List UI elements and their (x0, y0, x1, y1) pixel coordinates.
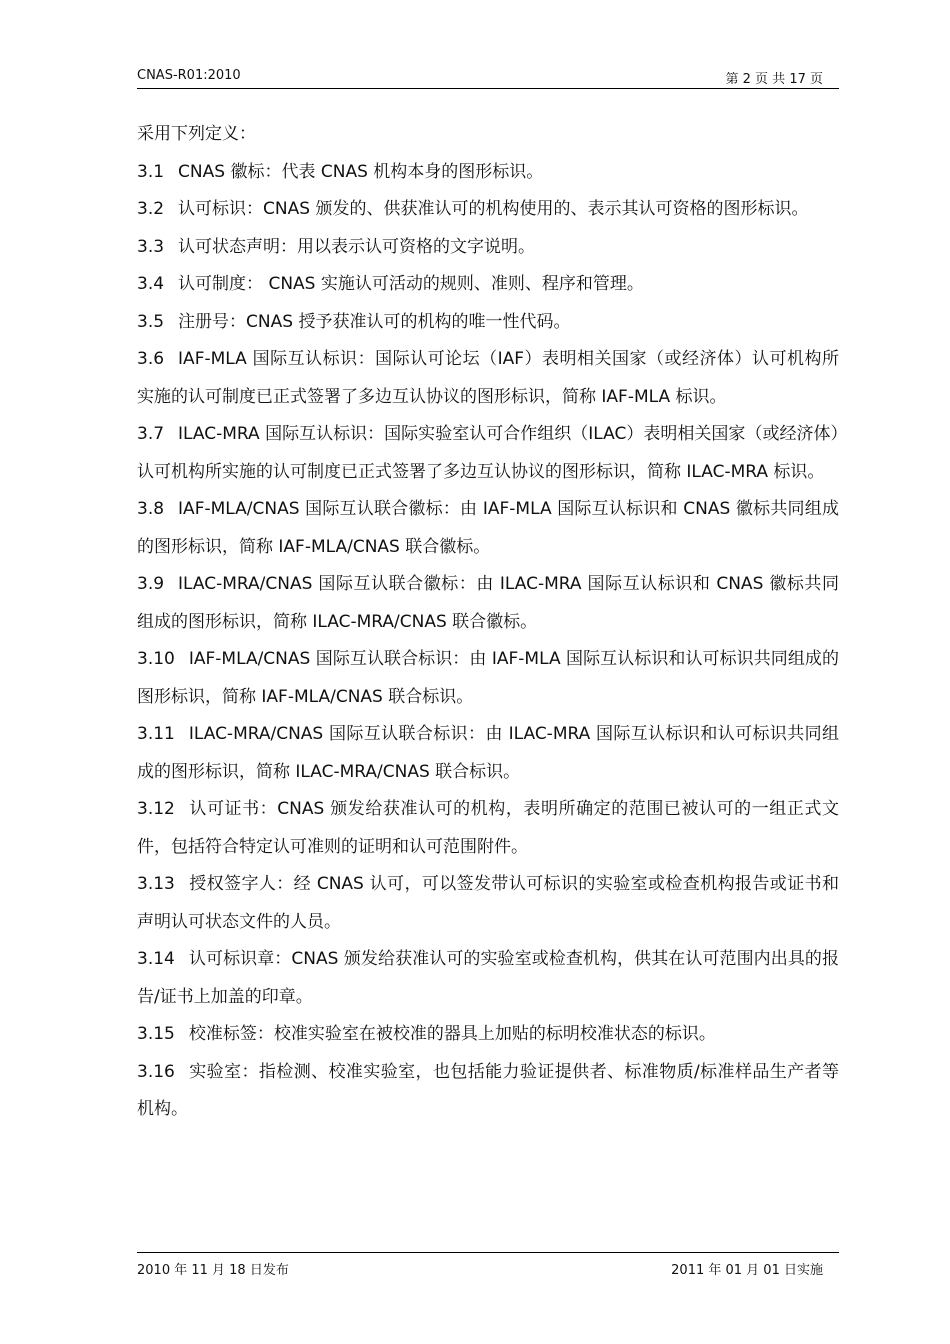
definition-text: IAF-MLA/CNAS 国际互认联合徽标：由 IAF-MLA 国际互认标识和 CNAS 徽标共同组成的图形标识，简称 IAF-MLA/CNAS 联合徽标。 (137, 499, 839, 557)
definition-text: 认可状态声明：用以表示认可资格的文字说明。 (178, 236, 536, 257)
definition-3-11 (137, 716, 839, 791)
document-id: CNAS-R01:2010 (137, 68, 241, 83)
definition-3-6 (137, 341, 839, 416)
definition-3-3 (137, 229, 839, 267)
publish-date: 2010 年 11 月 18 日发布 (137, 1263, 289, 1278)
definition-3-9 (137, 566, 839, 641)
definition-text: 实验室：指检测、校准实验室，也包括能力验证提供者、标准物质/标准样品生产者等机构。 (137, 1061, 839, 1119)
definition-number: 3.14 (137, 949, 175, 969)
definition-text: CNAS 徽标：代表 CNAS 机构本身的图形标识。 (178, 161, 544, 182)
definition-number: 3.1 (137, 161, 165, 182)
definition-text: 认可标识：CNAS 颁发的、供获准认可的机构使用的、表示其认可资格的图形标识。 (178, 199, 809, 219)
definition-text: IAF-MLA/CNAS 国际互认联合标识：由 IAF-MLA 国际互认标识和认可标识共同组成的图形标识，简称 IAF-MLA/CNAS 联合标识。 (137, 649, 839, 707)
definition-text: 认可标识章：CNAS 颁发给获准认可的实验室或检查机构，供其在认可范围内出具的报告/证书上加盖的印章。 (137, 949, 839, 1007)
definition-number: 3.7 (137, 424, 165, 444)
definition-text: 认可证书：CNAS 颁发给获准认可的机构，表明所确定的范围已被认可的一组正式文件，包括符合特定认可准则的证明和认可范围附件。 (137, 799, 839, 857)
definition-number: 3.6 (137, 349, 165, 369)
definition-3-8 (137, 491, 839, 566)
definition-text: 校准标签：校准实验室在被校准的器具上加贴的标明校准状态的标识。 (188, 1024, 716, 1044)
effective-date: 2011 年 01 月 01 日实施 (671, 1263, 823, 1278)
definition-text: 授权签字人：经 CNAS 认可，可以签发带认可标识的实验室或检查机构报告或证书和声明认可状态文件的人员。 (137, 874, 839, 932)
definition-3-13 (137, 866, 839, 941)
definition-number: 3.5 (137, 311, 165, 332)
definition-3-4 (137, 266, 839, 304)
definition-number: 3.4 (137, 274, 165, 294)
definition-3-15 (137, 1016, 839, 1054)
page-footer (137, 1252, 839, 1279)
definition-text: 注册号：CNAS 授予获准认可的机构的唯一性代码。 (178, 311, 571, 332)
definition-number: 3.9 (137, 574, 165, 594)
definition-number: 3.8 (137, 499, 165, 519)
page-header (137, 62, 839, 89)
definition-3-14 (137, 941, 839, 1016)
definition-text: ILAC-MRA/CNAS 国际互认联合标识：由 ILAC-MRA 国际互认标识和认可标识共同组成的图形标识，简称 ILAC-MRA/CNAS 联合标识。 (137, 724, 839, 782)
document-body (137, 116, 839, 1129)
definition-number: 3.2 (137, 199, 165, 219)
definition-3-5 (137, 304, 839, 342)
definition-number: 3.3 (137, 236, 165, 257)
definition-3-2 (137, 191, 839, 229)
intro-text: 采用下列定义： (137, 124, 256, 144)
definition-text: ILAC-MRA 国际互认标识：国际实验室认可合作组织（ILAC）表明相关国家（或经济体）认可机构所实施的认可制度已正式签署了多边互认协议的图形标识，简称 ILAC-MRA 标识。 (137, 424, 839, 482)
definition-text: ILAC-MRA/CNAS 国际互认联合徽标：由 ILAC-MRA 国际互认标识和 CNAS 徽标共同组成的图形标识，简称 ILAC-MRA/CNAS 联合徽标。 (137, 574, 839, 632)
definition-3-10 (137, 641, 839, 716)
definition-3-12 (137, 791, 839, 866)
page-number-info: 第 2 页 共 17 页 (725, 72, 823, 87)
definition-number: 3.10 (137, 649, 175, 669)
definition-3-1 (137, 154, 839, 192)
definition-3-16 (137, 1054, 839, 1129)
definition-number: 3.11 (137, 724, 175, 744)
definition-text: IAF-MLA 国际互认标识：国际认可论坛（IAF）表明相关国家（或经济体）认可机构所实施的认可制度已正式签署了多边互认协议的图形标识，简称 IAF-MLA 标识。 (137, 349, 839, 407)
definition-number: 3.15 (137, 1024, 175, 1044)
definition-3-7 (137, 416, 839, 491)
definition-number: 3.16 (137, 1061, 175, 1082)
definition-number: 3.12 (137, 799, 175, 819)
definition-number: 3.13 (137, 874, 175, 894)
definition-text: 认可制度： CNAS 实施认可活动的规则、准则、程序和管理。 (178, 274, 644, 294)
